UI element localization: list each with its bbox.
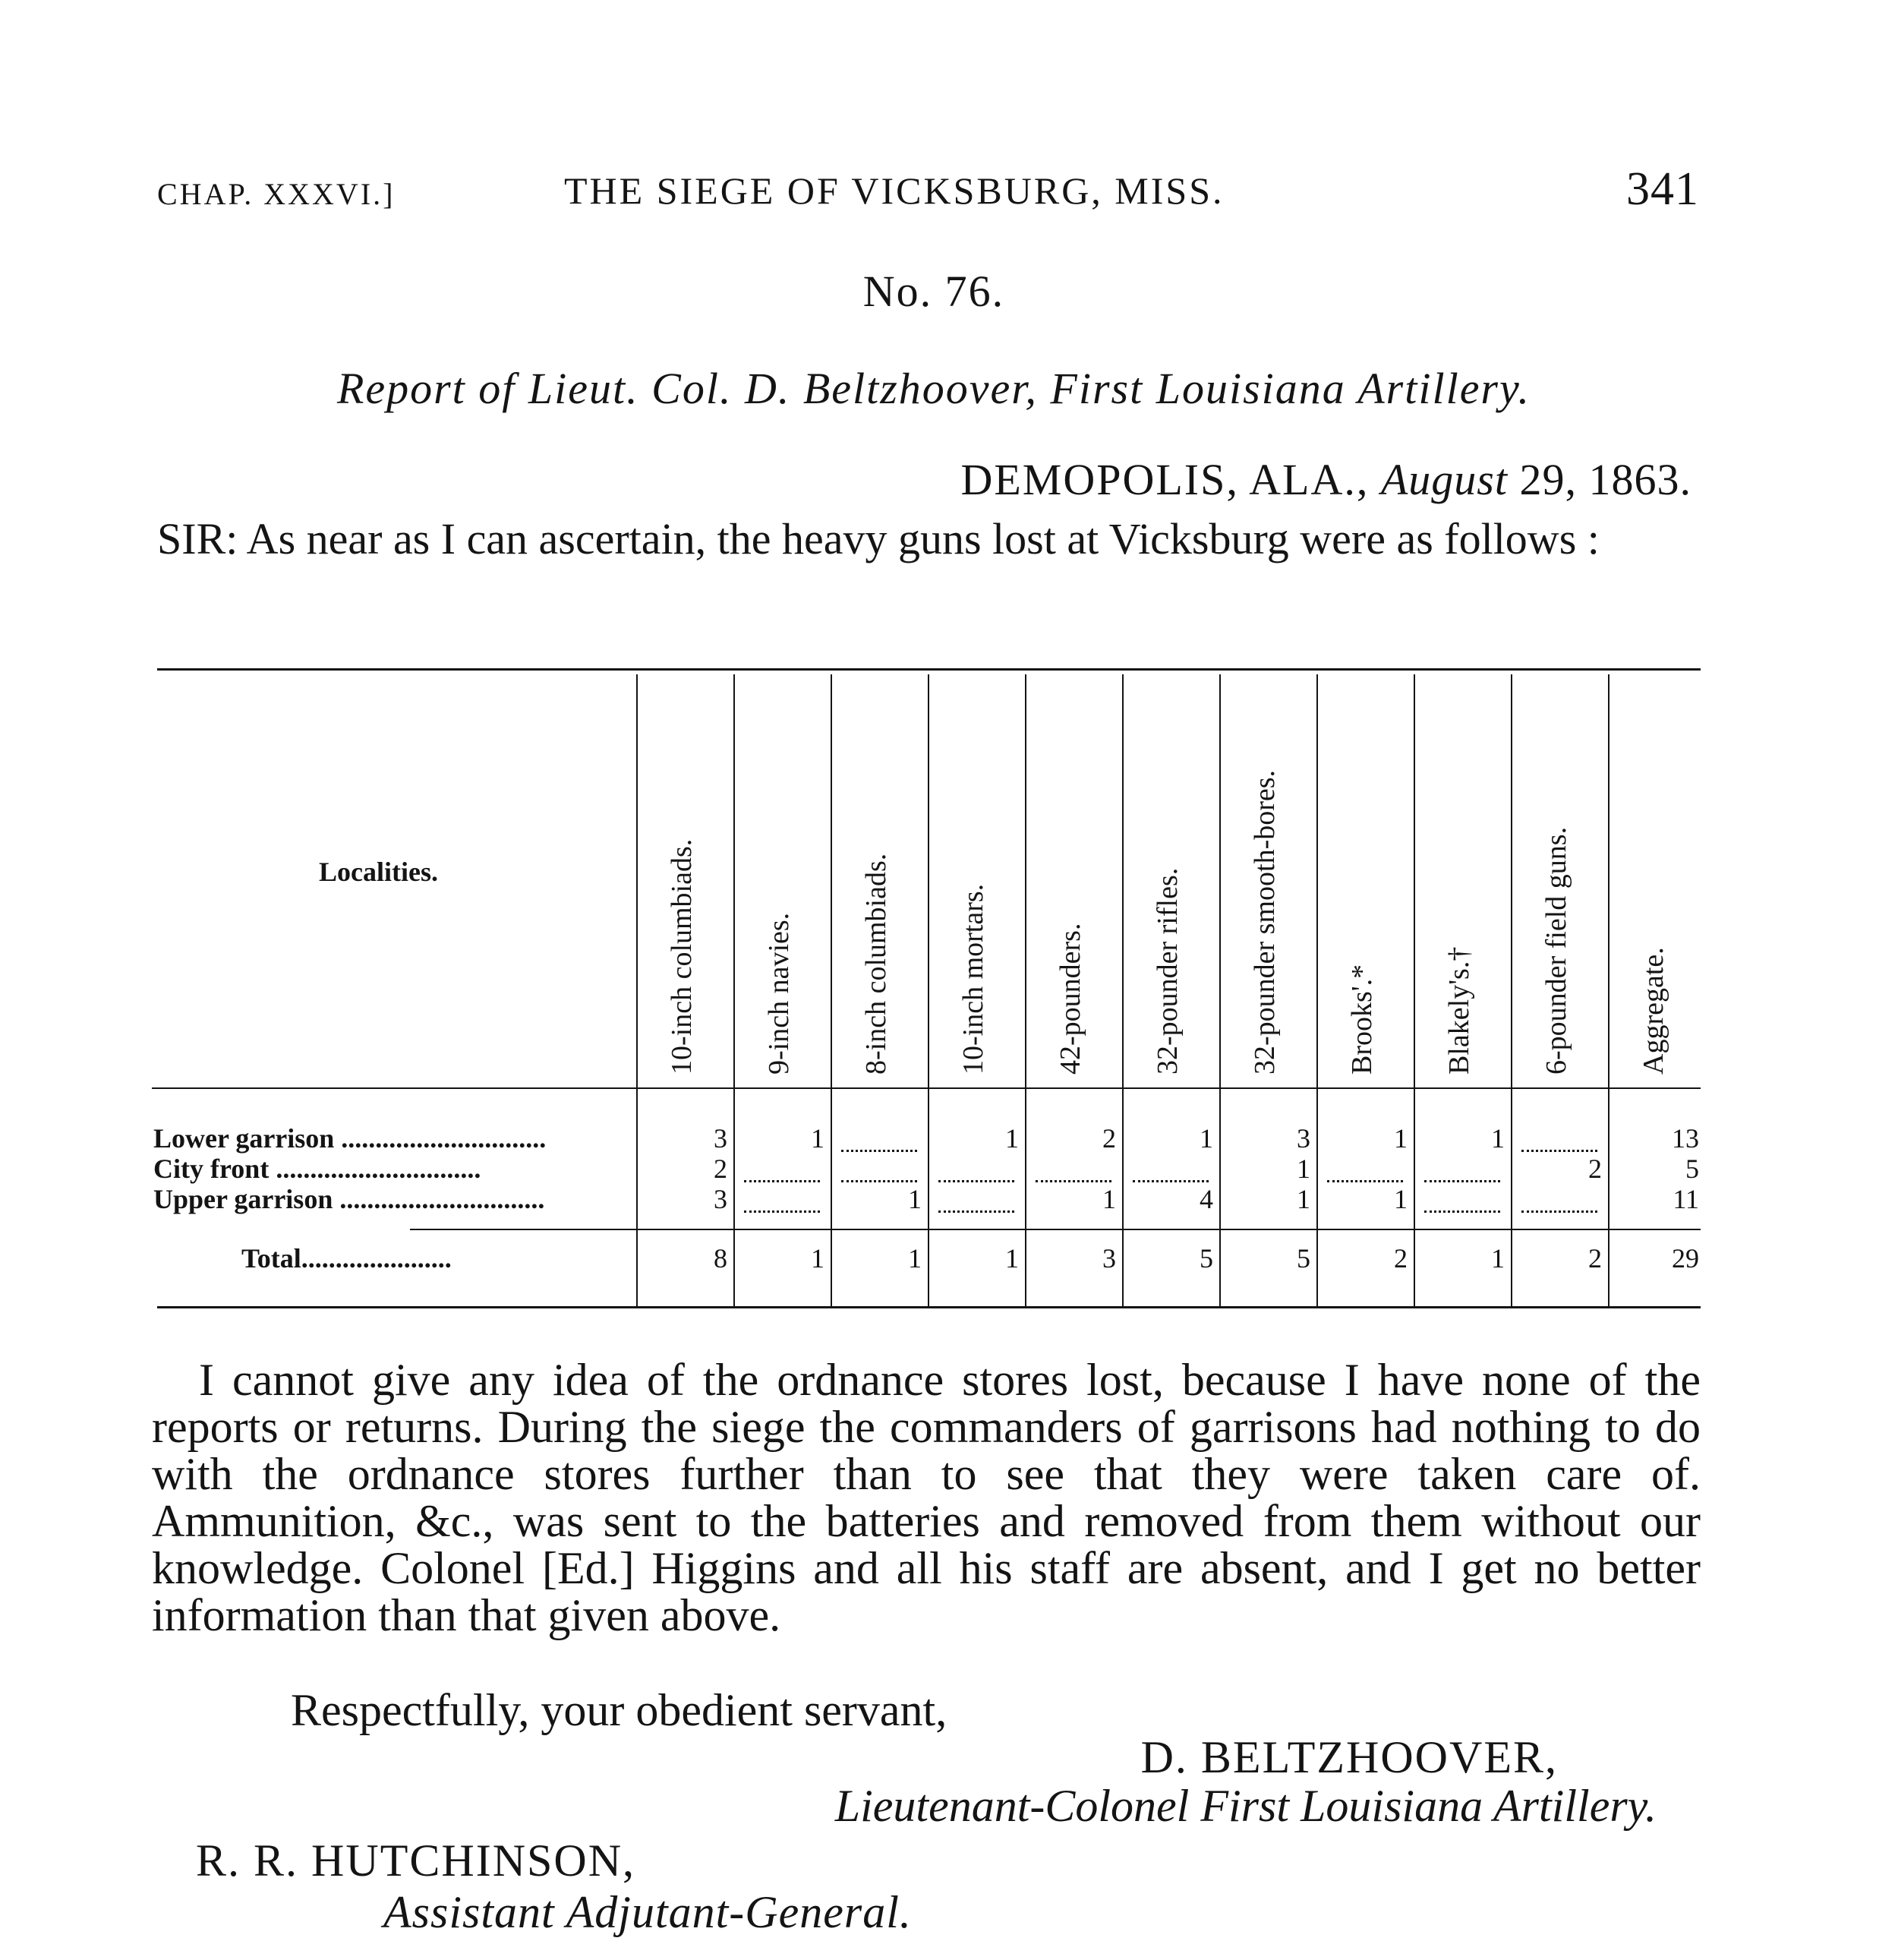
table-cell: 5 xyxy=(1685,1154,1699,1184)
empty-cell-leader xyxy=(1036,1180,1111,1182)
total-cell: 1 xyxy=(1005,1243,1019,1274)
addressee-title: Assistant Adjutant-General. xyxy=(383,1887,912,1937)
empty-cell-leader xyxy=(744,1210,820,1213)
column-separator xyxy=(1414,674,1415,1306)
localities-header: Localities. xyxy=(319,857,438,887)
column-header: Blakely's.† xyxy=(1443,946,1475,1075)
table-cell: 1 xyxy=(1102,1184,1116,1214)
table-cell: 3 xyxy=(1297,1123,1310,1154)
table-cell: 2 xyxy=(1588,1154,1602,1184)
column-header: 10-inch columbiads. xyxy=(666,838,698,1075)
table-cell: 1 xyxy=(908,1184,922,1214)
closing: Respectfully, your obedient servant, xyxy=(291,1685,947,1735)
dateline-month: August xyxy=(1380,455,1508,504)
total-cell: 2 xyxy=(1588,1243,1602,1274)
document-title: Report of Lieut. Col. D. Beltzhoover, First Louisiana Artillery. xyxy=(336,364,1531,413)
page-number: 341 xyxy=(1626,163,1699,215)
addressee-name xyxy=(196,1835,635,1887)
table-cell: 1 xyxy=(1394,1123,1408,1154)
column-header: Aggregate. xyxy=(1638,947,1669,1075)
row-label: Upper garrison .............................. xyxy=(153,1184,545,1214)
empty-cell-leader xyxy=(1327,1180,1403,1182)
column-header: 6-pounder field guns. xyxy=(1540,826,1572,1075)
column-header: 32-pounder rifles. xyxy=(1152,867,1184,1075)
row-label: Lower garrison .............................. xyxy=(153,1123,547,1154)
salutation xyxy=(157,516,1698,562)
signer-name: D. BELTZHOOVER, xyxy=(1140,1732,1558,1782)
table-cell: 1 xyxy=(1005,1123,1019,1154)
empty-cell-leader xyxy=(1133,1180,1209,1182)
total-cell: 1 xyxy=(811,1243,824,1274)
empty-cell-leader xyxy=(1424,1210,1500,1213)
column-header: 8-inch columbiads. xyxy=(860,853,892,1075)
table-cell: 4 xyxy=(1200,1184,1213,1214)
total-cell: 3 xyxy=(1102,1243,1116,1274)
salutation-sir: SIR xyxy=(157,514,226,563)
total-row-label: Total...................... xyxy=(241,1243,452,1274)
signer-title: Lieutenant-Colonel First Louisiana Artillery. xyxy=(834,1781,1657,1831)
total-cell: 2 xyxy=(1394,1243,1408,1274)
table-cell: 3 xyxy=(714,1184,727,1214)
empty-cell-leader xyxy=(938,1180,1014,1182)
table-header-rule xyxy=(152,1087,1701,1089)
dateline xyxy=(960,454,1691,505)
empty-cell-leader xyxy=(1521,1210,1597,1213)
total-cell: 5 xyxy=(1297,1243,1310,1274)
table-cell: 11 xyxy=(1673,1184,1699,1214)
column-header: 42-pounders. xyxy=(1055,923,1086,1075)
document-number: No. 76. xyxy=(862,267,1005,316)
table-cell: 2 xyxy=(1102,1123,1116,1154)
table-top-rule xyxy=(157,668,1701,671)
empty-cell-leader xyxy=(938,1210,1014,1213)
table-cell: 1 xyxy=(811,1123,824,1154)
table-cell: 3 xyxy=(714,1123,727,1154)
empty-cell-leader xyxy=(744,1180,820,1182)
column-header: Brooks'.* xyxy=(1346,964,1378,1075)
total-cell: 1 xyxy=(908,1243,922,1274)
row-label: City front .............................. xyxy=(153,1154,481,1184)
column-separator xyxy=(1511,674,1512,1306)
running-head-chapter: CHAP. XXXVI.] xyxy=(157,177,396,211)
total-cell: 8 xyxy=(714,1243,727,1274)
empty-cell-leader xyxy=(841,1150,917,1152)
total-cell: 5 xyxy=(1200,1243,1213,1274)
salutation-text: : As near as I can ascertain, the heavy guns lost at Vicksburg were as follows : xyxy=(225,514,1600,563)
dateline-place: DEMOPOLIS, ALA., xyxy=(960,455,1370,504)
addressee-initials: R. R. xyxy=(196,1835,299,1886)
table-cell: 13 xyxy=(1672,1123,1699,1154)
column-header: 9-inch navies. xyxy=(763,912,795,1075)
addressee-surname: HUTCHINSON, xyxy=(311,1835,636,1886)
table-cell: 1 xyxy=(1491,1123,1505,1154)
table-cell: 1 xyxy=(1200,1123,1213,1154)
empty-cell-leader xyxy=(1521,1150,1597,1152)
dateline-day-year: 29, 1863. xyxy=(1519,455,1691,504)
table-total-rule xyxy=(410,1229,1701,1230)
table-cell: 2 xyxy=(714,1154,727,1184)
column-header: 32-pounder smooth-bores. xyxy=(1249,769,1281,1075)
column-header: 10-inch mortars. xyxy=(957,883,989,1075)
body-paragraph xyxy=(152,1356,1701,1639)
total-cell: 1 xyxy=(1491,1243,1505,1274)
body-paragraph-text: I cannot give any idea of the ordnance stores lost, because I have none of the reports or returns. During the siege the commanders of garrisons had nothing to do with the ordnance stores further than to see that they were taken care of. Ammunition, &c., was sent to the batteries and removed from them without our knowledge. Colonel [Ed.] Higgins and all his staff are absent, and I get no better information than that given above. xyxy=(152,1355,1701,1640)
table-cell: 1 xyxy=(1394,1184,1408,1214)
empty-cell-leader xyxy=(1424,1180,1500,1182)
column-separator xyxy=(733,674,735,1306)
running-head-title: THE SIEGE OF VICKSBURG, MISS. xyxy=(564,169,1225,212)
table-cell: 1 xyxy=(1297,1154,1310,1184)
column-separator xyxy=(928,674,929,1306)
empty-cell-leader xyxy=(841,1180,917,1182)
table-cell: 1 xyxy=(1297,1184,1310,1214)
total-cell: 29 xyxy=(1672,1243,1699,1274)
table-bottom-rule xyxy=(157,1306,1701,1308)
